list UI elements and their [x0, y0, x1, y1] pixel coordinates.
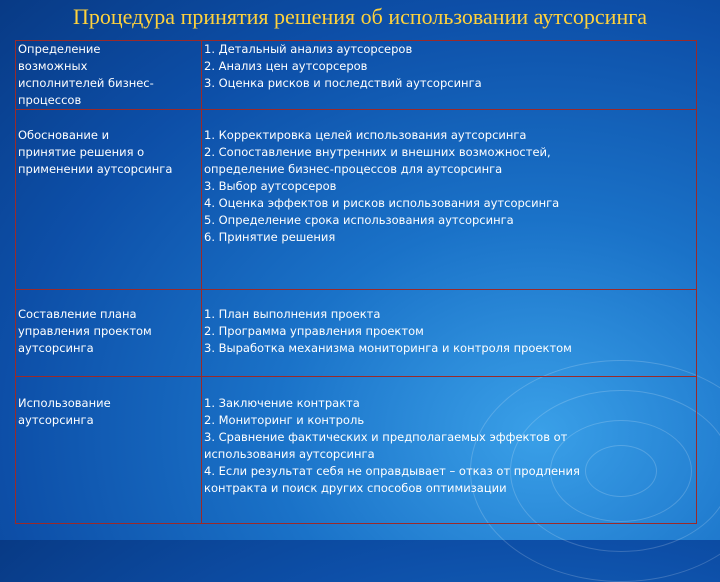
step-line: 2. Анализ цен аутсорсеров [204, 59, 368, 73]
stage-line: управления проектом [18, 324, 152, 338]
step-line: использования аутсорсинга [204, 447, 375, 461]
step-line: 1. План выполнения проекта [204, 307, 381, 321]
stage-line: исполнителей бизнес- [18, 76, 154, 90]
stage-line: процессов [18, 93, 82, 107]
step-line: 3. Выбор аутсорсеров [204, 179, 337, 193]
stage-line: Составление плана [18, 307, 137, 321]
step-line: определение бизнес-процессов для аутсорсинга [204, 162, 503, 176]
step-line: 1. Корректировка целей использования аутсорсинга [204, 128, 527, 142]
stage-line: аутсорсинга [18, 341, 94, 355]
step-line: 3. Выработка механизма мониторинга и контроля проектом [204, 341, 572, 355]
steps-cell [202, 290, 697, 377]
step-line: 2. Программа управления проектом [204, 324, 424, 338]
step-line: 2. Сопоставление внутренних и внешних возможностей, [204, 145, 551, 159]
table-row [16, 110, 697, 290]
stage-cell [16, 377, 202, 524]
table-row [16, 41, 697, 110]
step-line: контракта и поиск других способов оптимизации [204, 481, 507, 495]
steps-cell [202, 110, 697, 290]
stage-line: Использование [18, 396, 111, 410]
step-line: 6. Принятие решения [204, 230, 336, 244]
procedure-table [15, 40, 697, 524]
step-line: 3. Сравнение фактических и предполагаемых эффектов от [204, 430, 568, 444]
step-line: 1. Заключение контракта [204, 396, 360, 410]
step-line: 4. Оценка эффектов и рисков использования аутсорсинга [204, 196, 560, 210]
table-row [16, 377, 697, 524]
stage-cell [16, 41, 202, 110]
slide-title: Процедура принятия решения об использовании аутсорсинга [72, 4, 648, 29]
table-row [16, 290, 697, 377]
step-line: 4. Если результат себя не оправдывает – отказ от продления [204, 464, 580, 478]
steps-cell [202, 377, 697, 524]
step-line: 5. Определение срока использования аутсорсинга [204, 213, 514, 227]
stage-line: применении аутсорсинга [18, 162, 173, 176]
stage-cell [16, 110, 202, 290]
stage-line: аутсорсинга [18, 413, 94, 427]
step-line: 3. Оценка рисков и последствий аутсорсинга [204, 76, 482, 90]
stage-cell [16, 290, 202, 377]
stage-line: принятие решения о [18, 145, 145, 159]
stage-line: Определение [18, 42, 101, 56]
stage-line: Обоснование и [18, 128, 110, 142]
stage-line: возможных [18, 59, 88, 73]
steps-cell [202, 41, 697, 110]
step-line: 1. Детальный анализ аутсорсеров [204, 42, 413, 56]
step-line: 2. Мониторинг и контроль [204, 413, 365, 427]
